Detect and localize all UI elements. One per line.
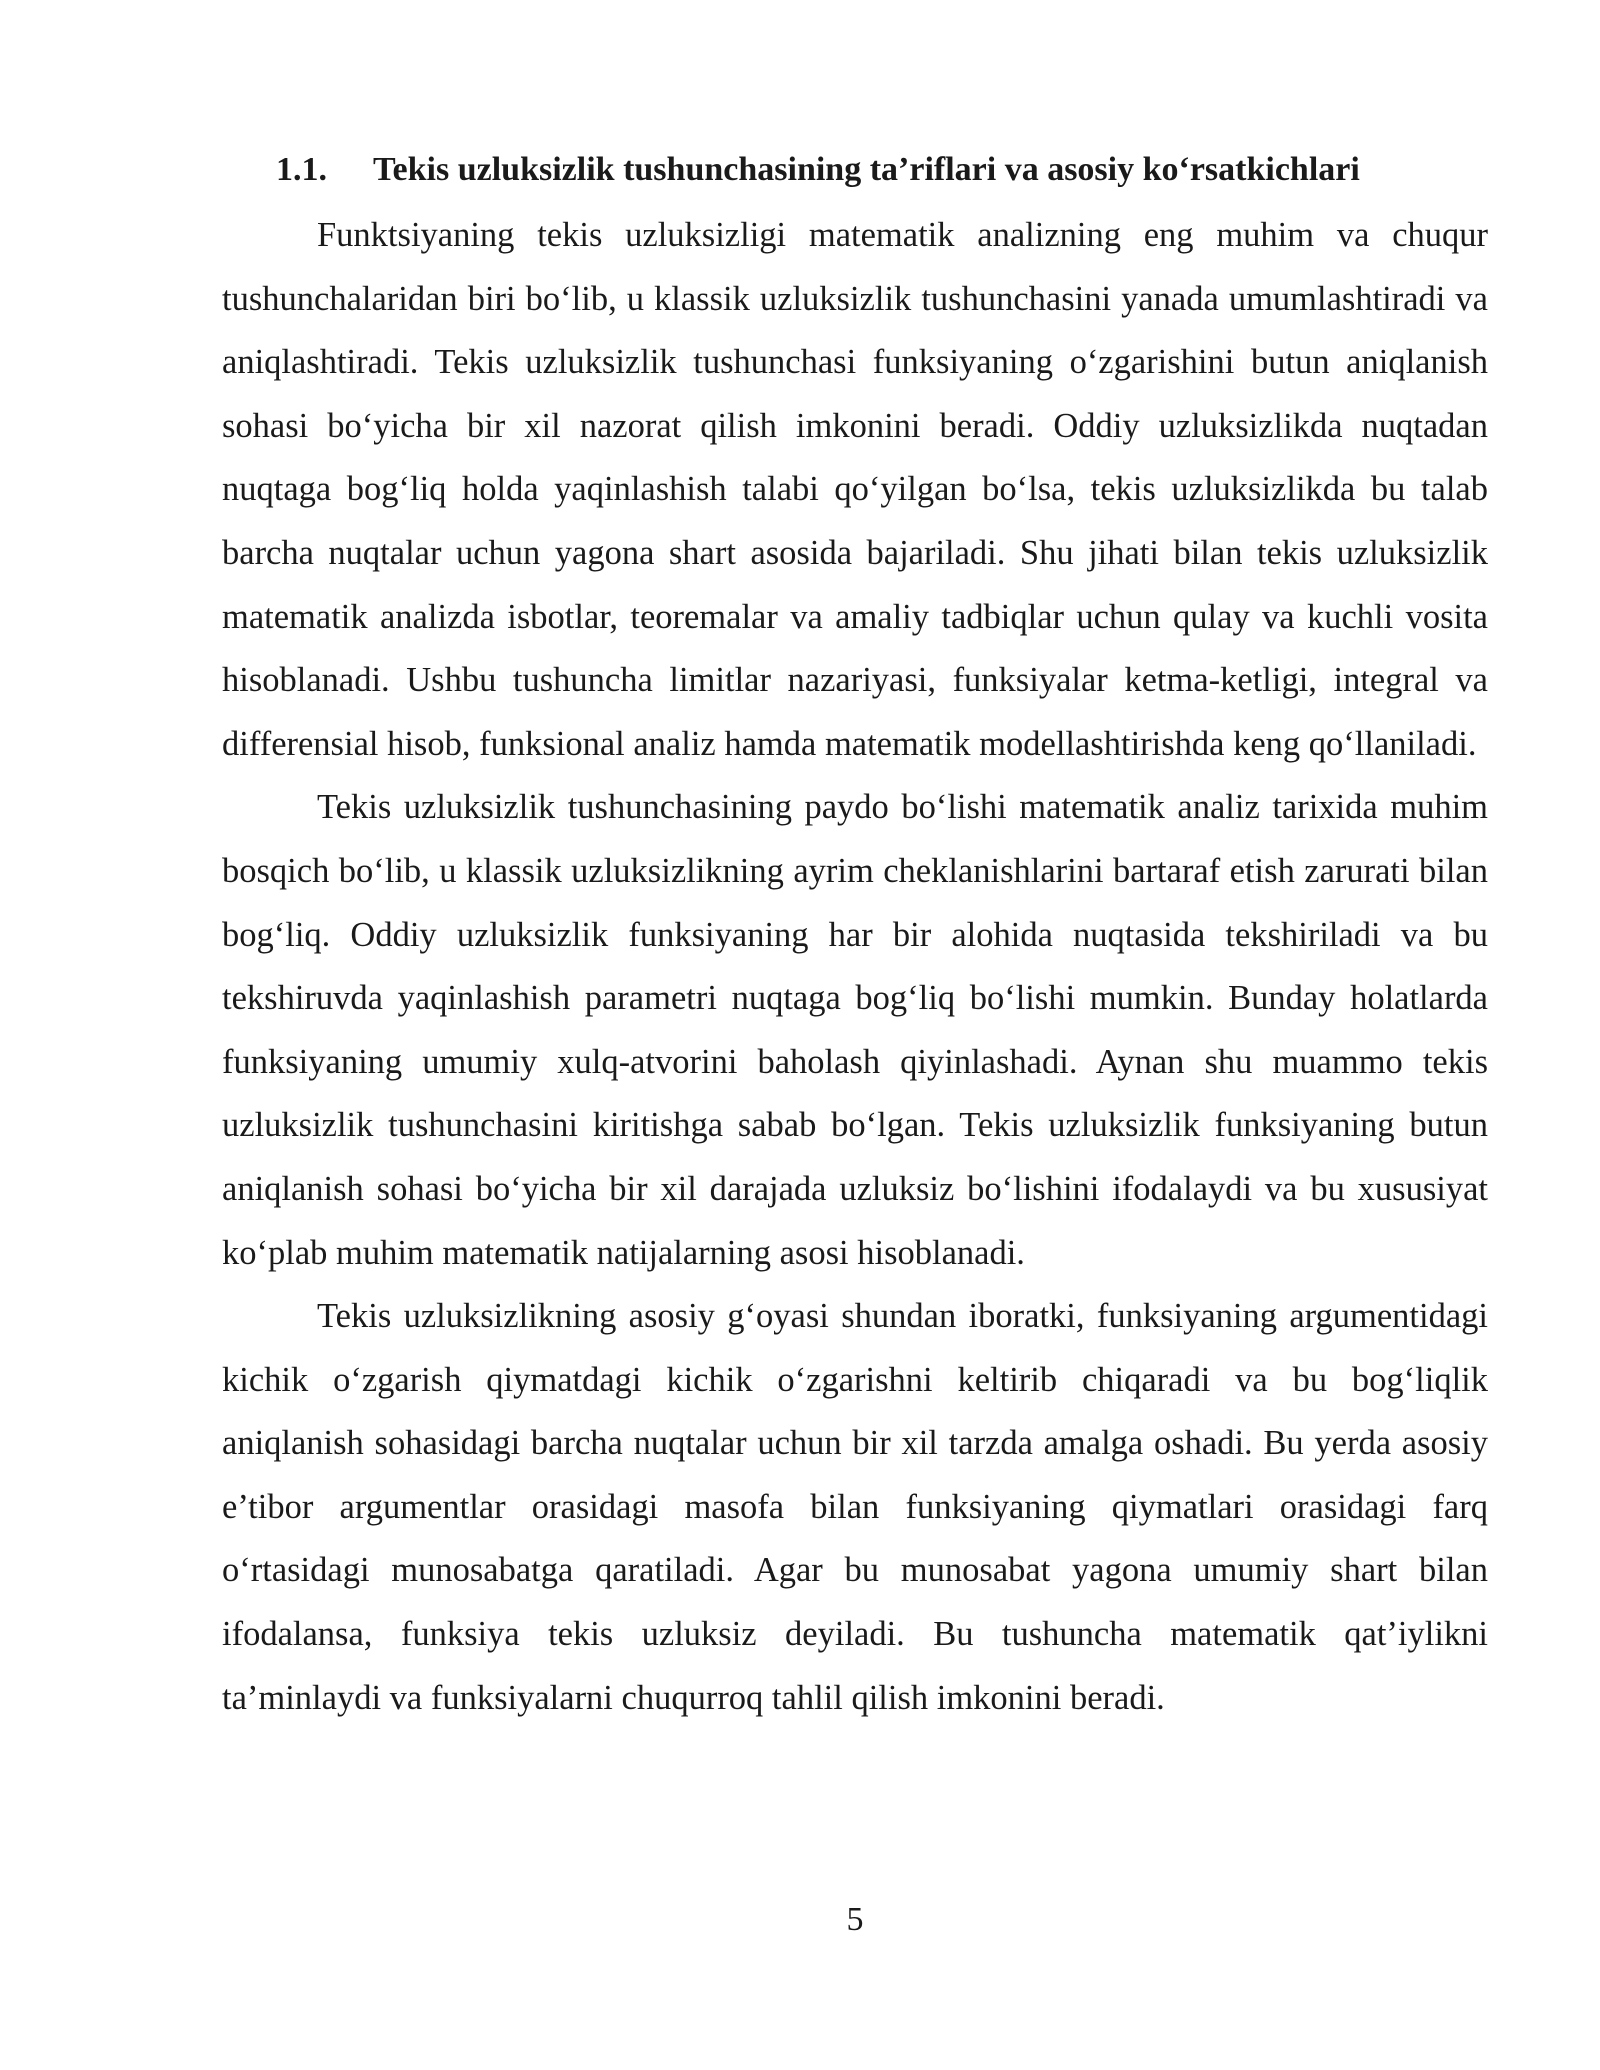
section-number: 1.1. <box>276 151 327 188</box>
section-heading <box>276 146 1506 194</box>
paragraph: Tekis uzluksizlikning asosiy g‘oyasi shundan iboratki, funksiyaning argumentidagi kichik o‘zgarish qiymatdagi kichik o‘zgarishni keltirib chiqaradi va bu bog‘liqlik aniqlanish sohasidagi barcha nuqtalar uchun bir xil tarzda amalga oshadi. Bu yerda asosiy e’tibor argumentlar orasidagi masofa bilan funksiyaning qiymatlari orasidagi farq o‘rtasidagi munosabatga qaratiladi. Agar bu munosabat yagona umumiy shart bilan ifodalansa, funksiya tekis uzluksiz deyiladi. Bu tushuncha matematik qat’iylikni ta’minlaydi va funksiyalarni chuqurroq tahlil qilish imkonini beradi. <box>222 1297 1488 1717</box>
body-text <box>222 204 1488 1730</box>
paragraph: Tekis uzluksizlik tushunchasining paydo bo‘lishi matematik analiz tarixida muhim bosqich bo‘lib, u klassik uzluksizlikning ayrim cheklanishlarini bartaraf etish zarurati bilan bog‘liq. Oddiy uzluksizlik funksiyaning har bir alohida nuqtasida tekshiriladi va bu tekshiruvda yaqinlashish parametri nuqtaga bog‘liq bo‘lishi mumkin. Bunday holatlarda funksiyaning umumiy xulq-atvorini baholash qiyinlashadi. Aynan shu muammo tekis uzluksizlik tushunchasini kiritishga sabab bo‘lgan. Tekis uzluksizlik funksiyaning butun aniqlanish sohasi bo‘yicha bir xil darajada uzluksiz bo‘lishini ifodalaydi va bu xususiyat ko‘plab muhim matematik natijalarning asosi hisoblanadi. <box>222 788 1488 1272</box>
page-number: 5 <box>846 1901 864 1938</box>
section-title: Tekis uzluksizlik tushunchasining ta’riflari va asosiy ko‘rsatkichlari <box>373 151 1360 188</box>
paragraph: Funktsiyaning tekis uzluksizligi matematik analizning eng muhim va chuqur tushunchalaridan biri bo‘lib, u klassik uzluksizlik tushunchasini yanada umumlashtiradi va aniqlashtiradi. Tekis uzluksizlik tushunchasi funksiyaning o‘zgarishini butun aniqlanish sohasi bo‘yicha bir xil nazorat qilish imkonini beradi. Oddiy uzluksizlikda nuqtadan nuqtaga bog‘liq holda yaqinlashish talabi qo‘yilgan bo‘lsa, tekis uzluksizlikda bu talab barcha nuqtalar uchun yagona shart asosida bajariladi. Shu jihati bilan tekis uzluksizlik matematik analizda isbotlar, teoremalar va amaliy tadbiqlar uchun qulay va kuchli vosita hisoblanadi. Ushbu tushuncha limitlar nazariyasi, funksiyalar ketma-ketligi, integral va differensial hisob, funksional analiz hamda matematik modellashtirishda keng qo‘llaniladi. <box>222 216 1488 763</box>
